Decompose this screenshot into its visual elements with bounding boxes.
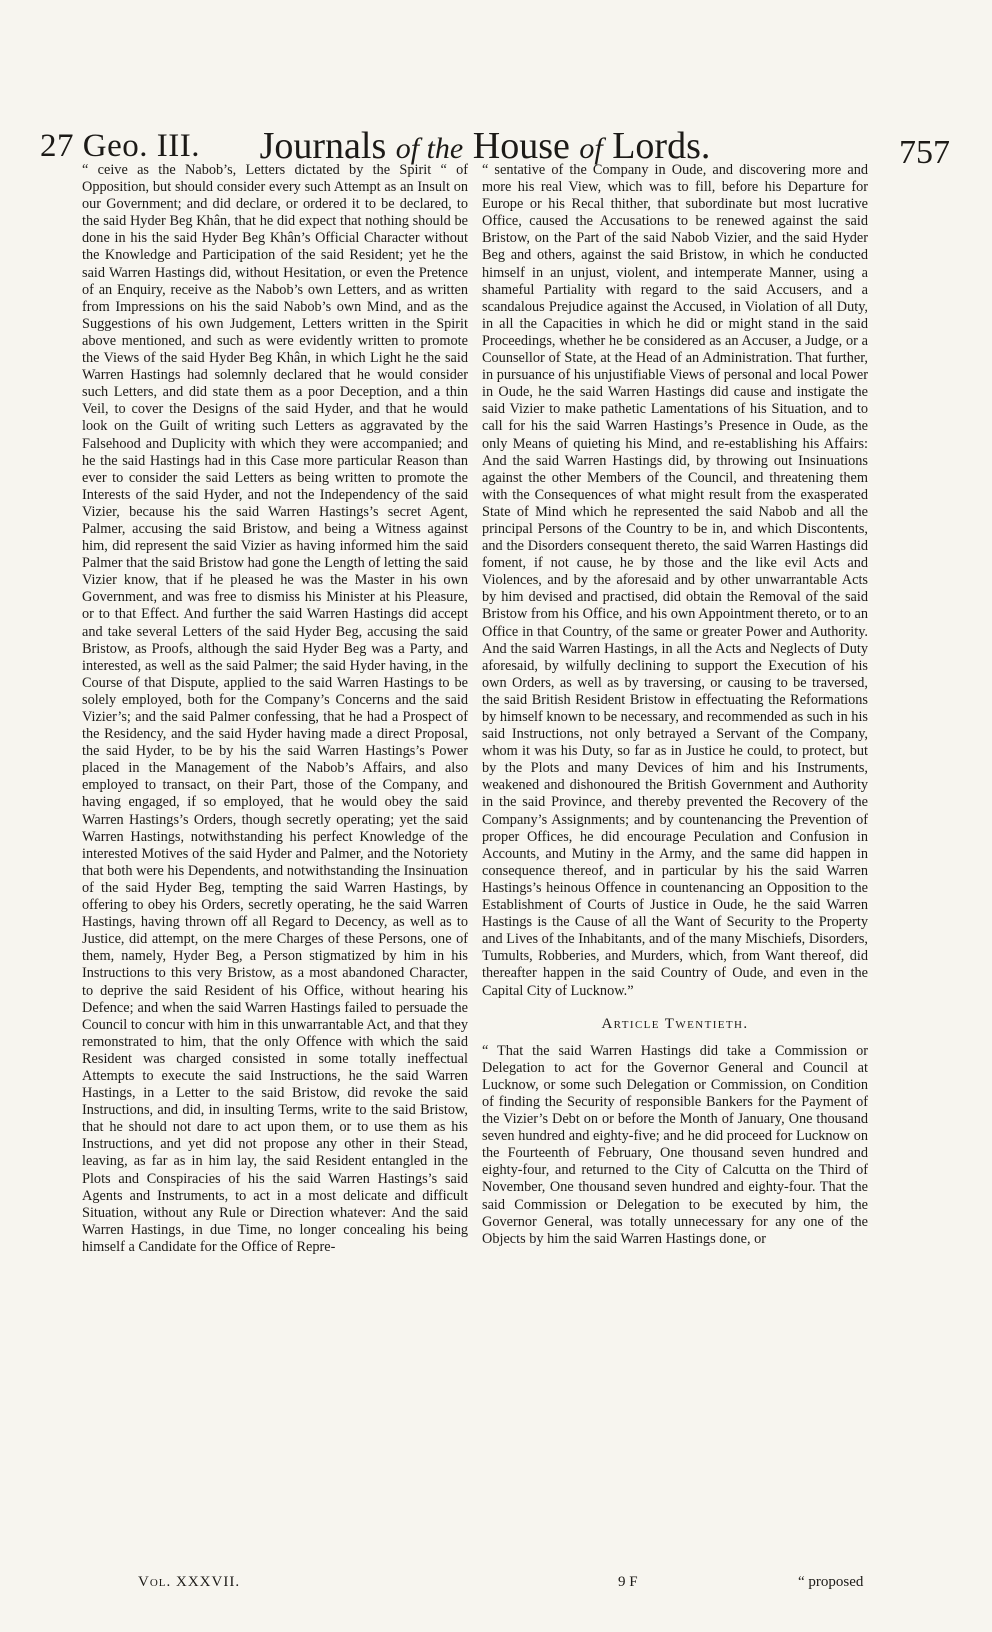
left-column (82, 162, 468, 1256)
right-column-text: “ sentative of the Company in Oude, and discovering more and more his real View, which was to fill, before his Departure for Europe or his Recal thither, that subordinate but most lucrative Office, caused the Accusations to be renewed against the said Bristow, on the Part of the said Nabob Vizier, and the said Hyder Beg and others, against the said Bristow, in which he conducted himself in an unjust, violent, and intemperate Manner, using a shameful Partiality with regard to the said Accusers, and a scandalous Prejudice against the Accused, in Violation of all Duty, in all the Capacities in which he did or might stand in the said Proceedings, whether he be considered as an Accuser, a Judge, or a Counsellor of State, at the Head of an Administration. That further, in pursuance of his unjustifiable Views of personal and local Power in Oude, he the said Warren Hastings did cause and instigate the said Vizier to make pathetic Lamentations of his Situation, and to call for his the said Warren Hastings’s Presence in Oude, as the only Means of quieting his Mind, and re-establishing his Affairs: And the said Warren Hastings did, by throwing out Insinuations against the other Members of the Council, and threatening them with the Consequences of what might result from the exasperated State of Mind which he represented the said Nabob and all the principal Persons of the Country to be in, and which Discontents, and the Disorders consequent thereto, the said Warren Hastings did foment, if not cause, he by those and the like evil Acts and Violences, and by the aforesaid and by other unwarrantable Acts by him devised and practised, did obtain the Removal of the said Bristow from his Office, and his own Appointment thereto, or to an Office in that Country, of the same or greater Power and Authority. And the said Warren Hastings, in all the Acts and Neglects of Duty aforesaid, by wilfully declining to support the Execution of his own Orders, as well as by traversing, or causing to be traversed, the said British Resident Bristow in effectuating the Reformations by himself known to be necessary, and recommended as such in his said Instructions, not only betrayed a Servant of the Company, whom it was his Duty, so far as in Justice he could, to protect, but by the Plots and many Devices of him and his Instruments, weakened and dishonoured the British Government and Authority in the said Province, and thereby prevented the Recovery of the Company’s Assignments; and by countenancing the Prevention of proper Offices, he did encourage Peculation and Confusion in Accounts, and Mutiny in the Army, and the same did happen in consequence thereof, and in particular by his the said Warren Hastings’s heinous Offence in countenancing an Opposition to the Establishment of Courts of Justice in Oude, he the said Warren Hastings is the Cause of all the Want of Security to the Property and Lives of the Inhabitants, and of the many Mischiefs, Disorders, Tumults, Robberies, and Murders, which, from Want thereof, did thereafter happen in the said Country of Oude, and even in the Capital City of Lucknow.” (482, 162, 868, 999)
regnal-year: 27 Geo. III. (40, 128, 200, 164)
title-word-journals: Journals (259, 125, 387, 167)
title-word-of-the: of the (395, 132, 464, 165)
signature-mark: 9 F (618, 1574, 638, 1590)
catchword: “ proposed (798, 1574, 864, 1590)
volume-label: Vol. XXXVII. (138, 1574, 241, 1590)
page-number: 757 (899, 134, 950, 171)
left-column-text: “ ceive as the Nabob’s, Letters dictated by the Spirit “ of Opposition, but should consider every such Attempt as an Insult on our Government; and did declare, or ordered it to be declared, to the said Hyder Beg Khân, that he did expect that nothing should be done in his the said Hyder Beg Khân’s Official Character without the Knowledge and Participation of the said Resident; yet he the said Warren Hastings did, without Hesitation, or even the Pretence of an Enquiry, receive as the Nabob’s own Letters, and as written from Impressions on his the said Nabob’s own Mind, and as the Suggestions of his own Judgement, Letters written in the Spirit above mentioned, and such as were evidently written to promote the Views of the said Hyder Beg Khân, in which Light he the said Warren Hastings had solemnly declared that he would consider such Letters, and did state them as a poor Deception, and a thin Veil, to cover the Designs of the said Hyder, and that he would look on the Guilt of writing such Letters as aggravated by the Falsehood and Duplicity with which they were accompanied; and he the said Hastings had in this Case more particular Reason than ever to consider the said Letters as being written to promote the Interests of the said Hyder, and not the Independency of the said Vizier, because his the said Warren Hastings’s secret Agent, Palmer, accusing the said Bristow, and being a Witness against him, did represent the said Vizier as having informed him the said Palmer that the said Bristow had gone the Length of letting the said Vizier know, that if he pleased he was the Master in his own Government, and was free to dismiss his Minister at his Pleasure, or to that Effect. And further the said Warren Hastings did accept and take several Letters of the said Hyder Beg, accusing the said Bristow, as Proofs, although the said Hyder Beg was a Party, and interested, as well as the said Palmer; the said Hyder having, in the Course of that Dispute, applied to the said Warren Hastings to be solely employed, both for the Company’s Concerns and the said Vizier’s; and the said Palmer confessing, that he had a Prospect of the Residency, and the said Hyder having made a direct Proposal, the said Hyder, to be by his the said Warren Hastings’s Power placed in the Management of the Nabob’s Affairs, and also employed to transact, on their Part, those of the Company, and having engaged, if so employed, that he would obey the said Warren Hastings’s Orders, though secretly operating; yet the said Warren Hastings, notwithstanding his perfect Knowledge of the interested Motives of the said Hyder and Palmer, and the Notoriety that both were his Dependents, and notwithstanding the Insinuation of the said Hyder Beg, tempting the said Warren Hastings, by offering to obey his Orders, secretly operating, he the said Warren Hastings, having thrown off all Regard to Decency, as well as to Justice, did attempt, on the mere Charges of these Persons, one of them, namely, Hyder Beg, a Person stigmatized by him in his Instructions to this very Bristow, as a most abandoned Character, to deprive the said Resident of his Office, without hearing his Defence; and when the said Warren Hastings failed to persuade the Council to concur with him in this unwarrantable Act, and that they remonstrated to him, that the only Offence with which the said Resident was charged consisted in some totally ineffectual Attempts to execute the said Instructions, he the said Warren Hastings, in a Letter to the said Bristow, did revoke the said Instructions, and did, in insulting Terms, write to the said Bristow, that he should not dare to act upon them, or to use them as his Instructions, and yet did not propose any other in their Stead, leaving, as far as in him lay, the said Resident entangled in the Plots and Conspiracies of his the said Warren Hastings’s said Agents and Instruments, to act in a most delicate and difficult Situation, without any Rule or Direction whatever: And the said Warren Hastings, in due Time, no longer concealing his being himself a Candidate for the Office of Repre- (82, 162, 468, 1255)
title-word-house: House (472, 125, 570, 167)
article-text: “ That the said Warren Hastings did take a Commission or Delegation to act for the Governor General and Council at Lucknow, or some such Delegation or Commission, on Condition of finding the Security of responsible Bankers for the Payment of the Vizier’s Debt on or before the Month of January, One thousand seven hundred and eighty-five; and he did proceed for Lucknow on the Fourteenth of February, One thousand seven hundred and eighty-four, and returned to the City of Calcutta on the Third of November, One thousand seven hundred and eighty-four. That the said Commission or Delegation to be executed by him, the Governor General, was totally unnecessary for any one of the Objects by him the said Warren Hastings done, or (482, 1042, 868, 1247)
title-word-lords: Lords. (612, 125, 711, 167)
right-column (482, 162, 868, 1248)
page-footer (0, 1574, 992, 1598)
title-word-of: of (579, 132, 603, 165)
article-heading: Article Twentieth. (601, 1015, 749, 1032)
